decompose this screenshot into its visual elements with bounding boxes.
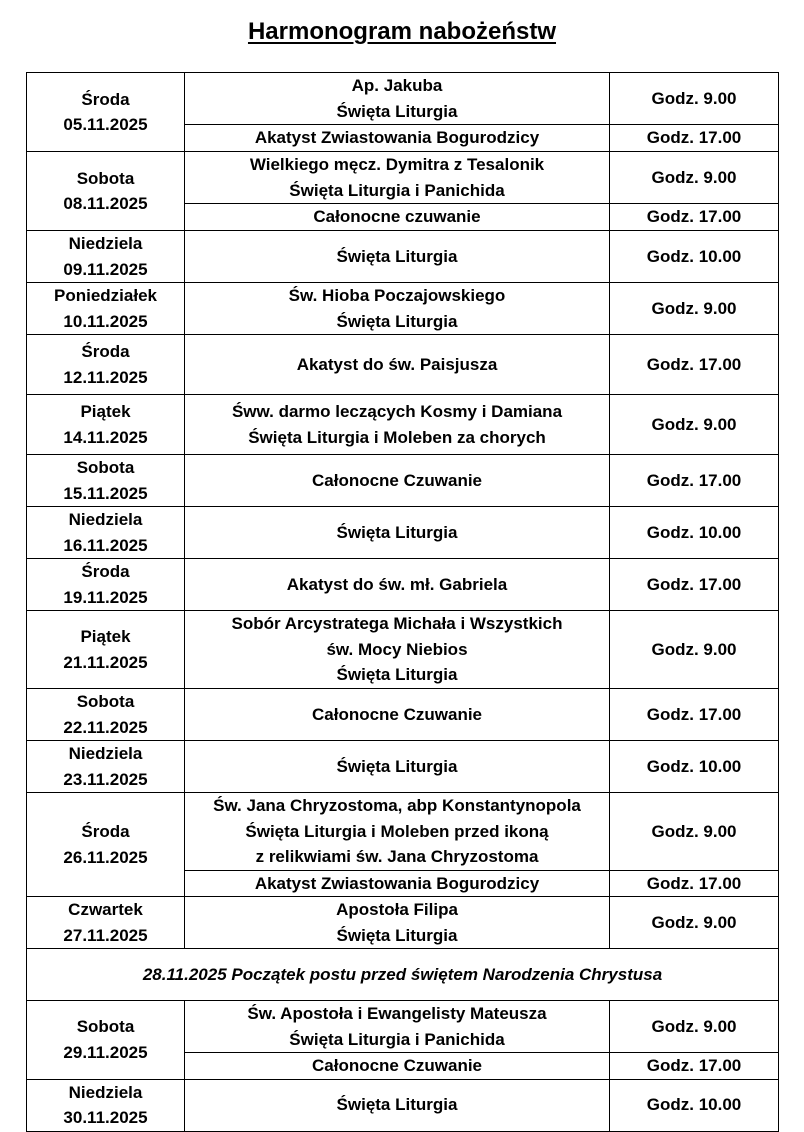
time-cell: Godz. 9.00 [610, 793, 779, 871]
day-cell [27, 1079, 185, 1131]
day-cell [27, 741, 185, 793]
day-name: Piątek [80, 402, 131, 421]
day-cell [27, 793, 185, 897]
day-date: 21.11.2025 [63, 652, 148, 672]
page-title: Harmonogram nabożeństw [247, 18, 557, 45]
schedule-row [27, 231, 779, 283]
service-line: Wielkiego męcz. Dymitra z Tesalonik [249, 155, 545, 174]
schedule-row [27, 1079, 779, 1131]
day-date: 05.11.2025 [63, 115, 148, 134]
day-name: Środa [81, 822, 130, 841]
day-cell [27, 1001, 185, 1080]
day-name: Czwartek [68, 900, 143, 919]
day-date: 26.11.2025 [63, 847, 148, 867]
day-name: Sobota [76, 458, 135, 477]
service-cell [185, 1053, 610, 1080]
day-cell [27, 507, 185, 559]
day-name: Piątek [80, 627, 131, 646]
time-cell: Godz. 9.00 [610, 611, 779, 689]
service-cell [185, 283, 610, 335]
day-cell [27, 395, 185, 455]
day-name: Sobota [76, 1017, 135, 1037]
service-line: Św. Hioba Poczajowskiego [288, 286, 506, 305]
service-line: Śww. darmo leczących Kosmy i Damiana [231, 402, 563, 421]
time-cell: Godz. 9.00 [610, 73, 779, 125]
day-cell [27, 559, 185, 611]
service-line: św. Mocy Niebios [326, 639, 468, 659]
time-cell: Godz. 9.00 [610, 1001, 779, 1053]
service-cell [185, 1079, 610, 1131]
note-row [27, 949, 779, 1001]
day-name: Niedziela [68, 1082, 143, 1102]
schedule-row [27, 455, 779, 507]
service-line: Akatyst Zwiastowania Bogurodzicy [254, 873, 540, 893]
service-line: Święta Liturgia [336, 101, 458, 121]
service-line: Całonocne Czuwanie [311, 704, 483, 724]
schedule-row [27, 741, 779, 793]
day-date: 14.11.2025 [63, 427, 148, 447]
service-cell [185, 870, 610, 897]
service-line: Święta Liturgia [336, 246, 458, 266]
schedule-row [27, 793, 779, 871]
schedule-row [27, 152, 779, 204]
day-date: 08.11.2025 [63, 194, 148, 213]
service-cell [185, 204, 610, 231]
day-date: 16.11.2025 [63, 535, 148, 555]
schedule-row [27, 507, 779, 559]
service-cell [185, 395, 610, 455]
service-cell [185, 507, 610, 559]
service-cell [185, 1001, 610, 1053]
day-cell [27, 283, 185, 335]
time-cell: Godz. 10.00 [610, 1079, 779, 1131]
schedule-row [27, 611, 779, 689]
time-cell: Godz. 17.00 [610, 125, 779, 152]
service-cell [185, 231, 610, 283]
service-cell [185, 559, 610, 611]
service-line: Święta Liturgia i Panichida [289, 1029, 505, 1049]
day-date: 29.11.2025 [63, 1042, 148, 1062]
time-cell: Godz. 10.00 [610, 231, 779, 283]
day-cell [27, 335, 185, 395]
schedule-row [27, 335, 779, 395]
day-date: 15.11.2025 [63, 483, 148, 503]
schedule-row [27, 897, 779, 949]
time-cell: Godz. 10.00 [610, 741, 779, 793]
service-cell [185, 611, 610, 689]
service-line: Św. Jana Chryzostoma, abp Konstantynopola [213, 796, 581, 815]
service-line: Ap. Jakuba [351, 76, 443, 95]
schedule-row [27, 1001, 779, 1053]
service-cell [185, 455, 610, 507]
service-line: Akatyst do św. mł. Gabriela [286, 574, 508, 594]
schedule-body [27, 73, 779, 1132]
time-cell: Godz. 10.00 [610, 507, 779, 559]
time-cell: Godz. 17.00 [610, 1053, 779, 1080]
schedule-row [27, 283, 779, 335]
service-line: Święta Liturgia [336, 1095, 458, 1115]
day-name: Niedziela [68, 234, 143, 253]
service-cell [185, 897, 610, 949]
day-date: 09.11.2025 [63, 259, 148, 279]
day-name: Środa [81, 562, 130, 581]
schedule-row [27, 559, 779, 611]
schedule-table [26, 72, 779, 1132]
service-line: Akatyst Zwiastowania Bogurodzicy [254, 128, 540, 148]
service-line: Akatyst do św. Paisjusza [296, 354, 498, 374]
day-cell [27, 152, 185, 231]
day-date: 27.11.2025 [63, 925, 148, 945]
schedule-row [27, 395, 779, 455]
service-line: Święta Liturgia [336, 522, 458, 542]
day-date: 22.11.2025 [63, 717, 148, 737]
time-cell: Godz. 9.00 [610, 897, 779, 949]
time-cell: Godz. 9.00 [610, 395, 779, 455]
service-line: z relikwiami św. Jana Chryzostoma [255, 847, 539, 866]
service-cell [185, 741, 610, 793]
day-name: Poniedziałek [54, 286, 157, 305]
day-cell [27, 897, 185, 949]
day-date: 12.11.2025 [63, 367, 148, 387]
time-cell: Godz. 17.00 [610, 689, 779, 741]
time-cell: Godz. 17.00 [610, 559, 779, 611]
service-cell [185, 125, 610, 152]
day-date: 23.11.2025 [63, 769, 148, 789]
service-line: Święta Liturgia i Panichida [289, 180, 505, 200]
time-cell: Godz. 17.00 [610, 335, 779, 395]
service-cell [185, 152, 610, 204]
service-line: Całonocne czuwanie [313, 207, 481, 227]
service-line: Święta Liturgia i Moleben przed ikoną [245, 821, 549, 841]
day-date: 19.11.2025 [63, 587, 148, 607]
time-cell: Godz. 17.00 [610, 455, 779, 507]
service-line: Sobór Arcystratega Michała i Wszystkich [231, 614, 563, 634]
time-cell: Godz. 17.00 [610, 204, 779, 231]
service-line: Święta Liturgia [336, 925, 458, 945]
time-cell: Godz. 17.00 [610, 870, 779, 897]
day-date: 10.11.2025 [63, 311, 148, 331]
service-line: Św. Apostoła i Ewangelisty Mateusza [247, 1004, 547, 1023]
day-name: Sobota [76, 168, 135, 188]
fast-note: 28.11.2025 Początek postu przed świętem Narodzenia Chrystusa [27, 949, 779, 1001]
day-cell [27, 73, 185, 152]
service-line: Całonocne Czuwanie [311, 1056, 483, 1075]
service-cell [185, 73, 610, 125]
day-date: 30.11.2025 [63, 1108, 148, 1127]
day-name: Sobota [76, 692, 135, 711]
service-line: Święta Liturgia [336, 311, 458, 331]
service-line: Apostoła Filipa [336, 900, 458, 919]
day-name: Niedziela [68, 744, 143, 763]
day-name: Środa [81, 342, 130, 361]
day-cell [27, 611, 185, 689]
service-cell [185, 335, 610, 395]
service-line: Święta Liturgia i Moleben za chorych [248, 427, 546, 447]
time-cell: Godz. 9.00 [610, 152, 779, 204]
time-cell: Godz. 9.00 [610, 283, 779, 335]
day-name: Niedziela [68, 510, 143, 529]
schedule-row [27, 73, 779, 125]
day-cell [27, 231, 185, 283]
day-name: Środa [81, 89, 130, 109]
schedule-row [27, 689, 779, 741]
day-cell [27, 689, 185, 741]
service-line: Święta Liturgia [336, 756, 458, 776]
day-cell [27, 455, 185, 507]
service-cell [185, 689, 610, 741]
service-line: Święta Liturgia [336, 665, 458, 685]
service-line: Całonocne Czuwanie [311, 470, 483, 490]
service-cell [185, 793, 610, 871]
